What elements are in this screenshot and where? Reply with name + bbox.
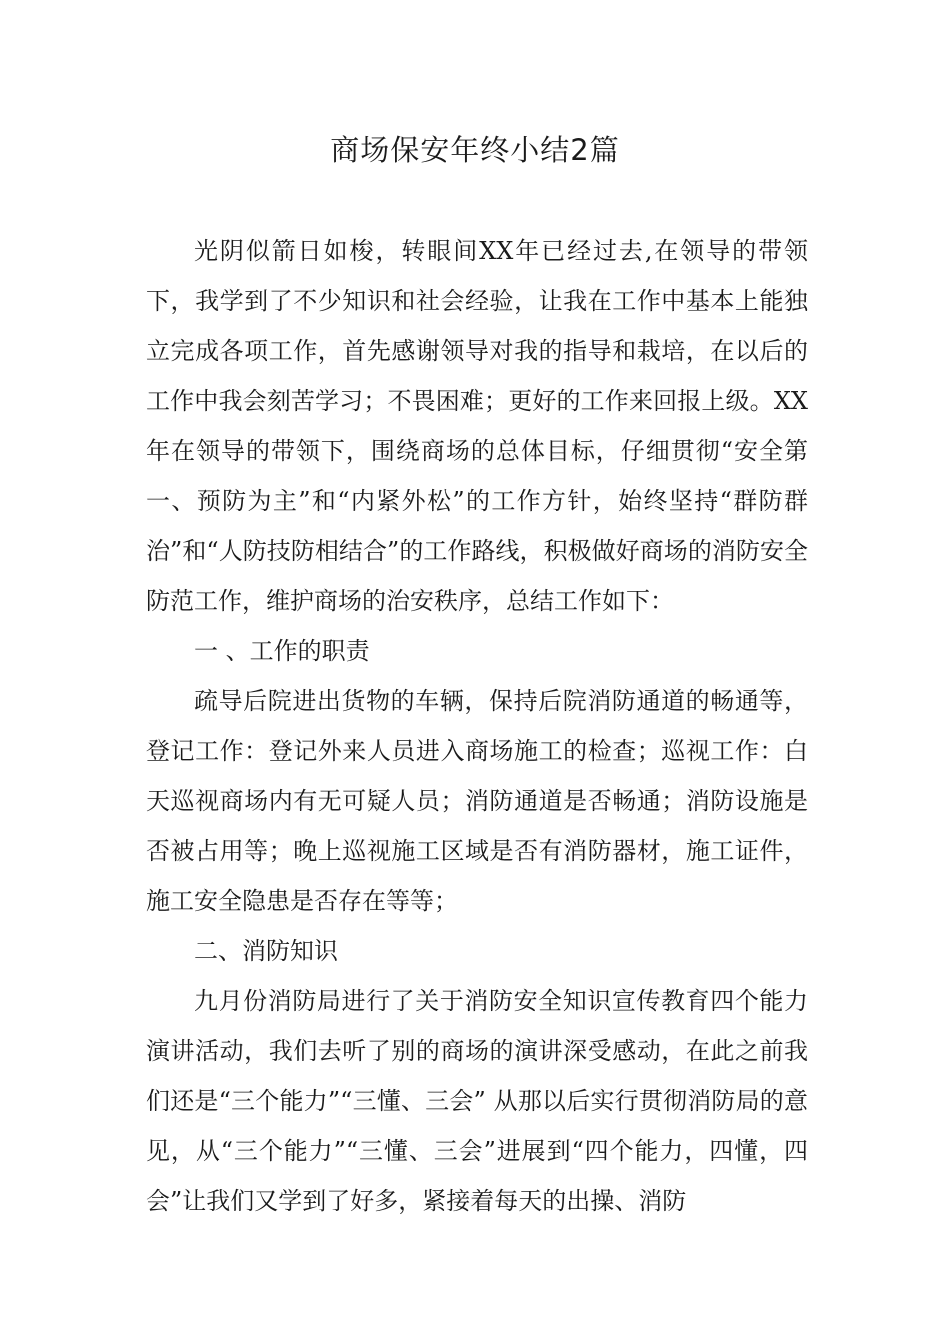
paragraph-intro: 光阴似箭日如梭，转眼间XX年已经过去,在领导的带领下，我学到了不少知识和社会经验，让我在工作中基本上能独立完成各项工作，首先感谢领导对我的指导和栽培，在以后的工作中我会刻苦学习；不畏困难；更好的工作来回报上级。XX年在领导的带领下，围绕商场的总体目标，仔细贯彻“安全第一、预防为主”和“内紧外松”的工作方针，始终坚持“群防群治”和“人防技防相结合”的工作路线，积极做好商场的消防安全防范工作，维护商场的治安秩序，总结工作如下： — [146, 237, 808, 615]
section-heading-duties: 一 、工作的职责 — [194, 637, 370, 665]
paragraph-fire-knowledge: 九月份消防局进行了关于消防安全知识宣传教育四个能力演讲活动，我们去听了别的商场的演讲深受感动，在此之前我们还是“三个能力”“三懂、三会” 从那以后实行贯彻消防局的意见，从“三个能力”“三懂、三会”进展到“四个能力，四懂，四会”让我们又学到了好多，紧接着每天的出操、消防 — [146, 987, 808, 1215]
document-title: 商场保安年终小结2篇 — [330, 133, 620, 167]
section-heading-fire-knowledge: 二、消防知识 — [194, 937, 338, 965]
paragraph-duties: 疏导后院进出货物的车辆，保持后院消防通道的畅通等，登记工作：登记外来人员进入商场施工的检查；巡视工作：白天巡视商场内有无可疑人员；消防通道是否畅通；消防设施是否被占用等；晚上巡视施工区域是否有消防器材，施工证件，施工安全隐患是否存在等等； — [146, 687, 808, 915]
document-body — [146, 226, 808, 1226]
